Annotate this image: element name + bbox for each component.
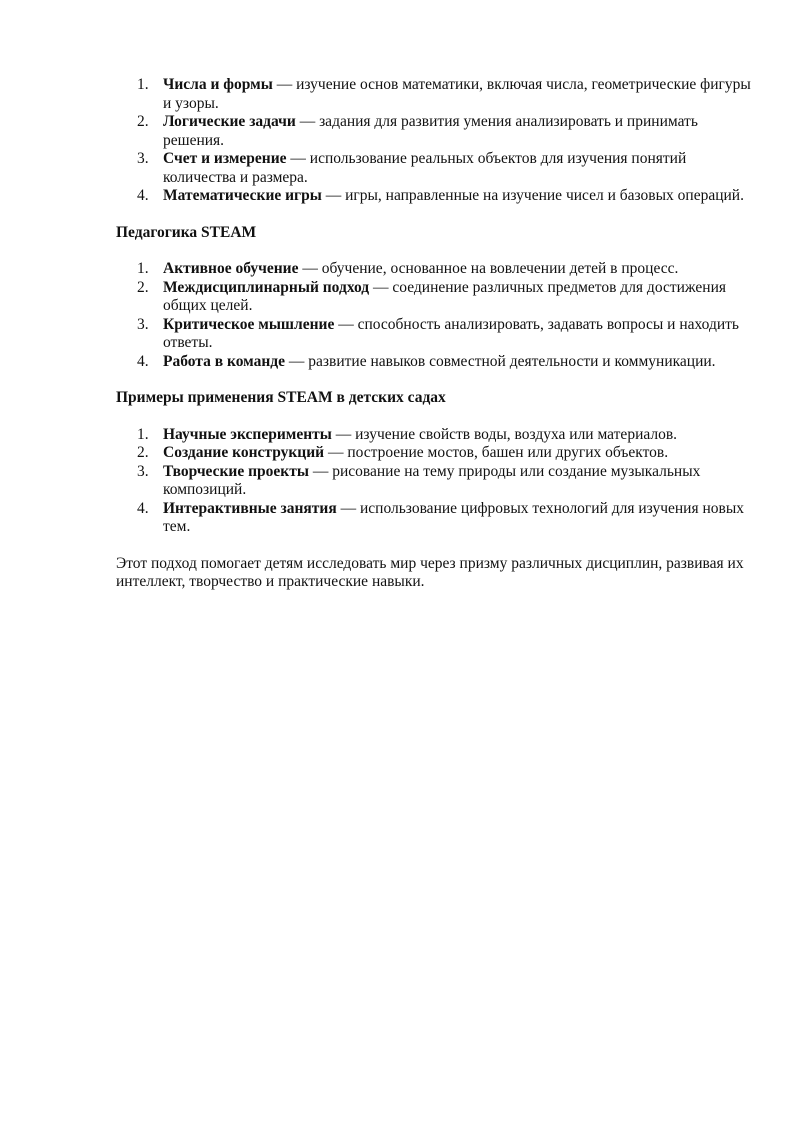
- list-item-term: Творческие проекты: [163, 462, 309, 480]
- list-item-text: — способность анализировать, задавать вопросы и находить ответы.: [163, 315, 739, 351]
- list-item-number: 1.: [137, 425, 149, 443]
- list-item-term: Математические игры: [163, 187, 322, 204]
- section-heading-examples: Примеры применения STEAM в детских садах: [116, 389, 446, 406]
- list-item-text: — соединение различных предметов для достижения общих целей.: [163, 278, 727, 314]
- list-item: [116, 500, 756, 537]
- list-item-number: 3.: [137, 150, 149, 167]
- list-item-text: — обучение, основанное на вовлечении детей в процесс.: [298, 260, 679, 277]
- list-item-text: — задания для развития умения анализировать и принимать решения.: [163, 113, 698, 149]
- list-item: [116, 76, 756, 113]
- list-item: [116, 150, 756, 187]
- list-item-number: 4.: [137, 499, 149, 517]
- list-item-term: Работа в команде: [163, 352, 286, 370]
- pedagogy-list: [116, 260, 756, 371]
- list-item: [116, 444, 756, 463]
- list-item-text: — игры, направленные на изучение чисел и базовых операций.: [321, 187, 744, 204]
- list-item: [116, 353, 756, 372]
- list-item-number: 3.: [137, 462, 149, 480]
- list-item: [116, 316, 756, 353]
- closing-paragraph: Этот подход помогает детям исследовать мир через призму различных дисциплин, развивая их интеллект, творчество и практические навыки.: [116, 554, 744, 590]
- list-item-number: 2.: [137, 278, 149, 296]
- list-item-number: 4.: [137, 187, 149, 204]
- list-item: [116, 426, 756, 445]
- list-item: [116, 260, 756, 279]
- list-item-number: 4.: [137, 352, 149, 370]
- list-item: [116, 187, 756, 206]
- list-item-term: Создание конструкций: [163, 444, 325, 461]
- list-item-term: Интерактивные занятия: [163, 499, 337, 517]
- examples-list: [116, 426, 756, 537]
- list-item: [116, 279, 756, 316]
- list-item-number: 2.: [137, 444, 149, 461]
- list-item-term: Научные эксперименты: [163, 425, 332, 443]
- list-item-term: Активное обучение: [163, 260, 299, 277]
- list-item-term: Критическое мышление: [163, 315, 335, 333]
- list-item-number: 1.: [137, 260, 149, 277]
- list-item-number: 2.: [137, 113, 149, 130]
- list-item-text: — рисование на тему природы или создание музыкальных композиций.: [163, 462, 701, 498]
- list-item-number: 3.: [137, 315, 149, 333]
- list-item-text: — изучение основ математики, включая числа, геометрические фигуры и узоры.: [163, 76, 751, 112]
- document-page: [116, 76, 756, 592]
- list-item-text: — изучение свойств воды, воздуха или материалов.: [331, 425, 678, 443]
- list-item: [116, 113, 756, 150]
- list-item-term: Числа и формы: [163, 76, 273, 93]
- list-item-text: — использование цифровых технологий для изучения новых тем.: [163, 499, 745, 535]
- list-item-text: — использование реальных объектов для изучения понятий количества и размера.: [163, 150, 687, 186]
- list-item-text: — построение мостов, башен или других объектов.: [324, 444, 669, 461]
- list-item-term: Счет и измерение: [163, 150, 287, 167]
- list-item: [116, 463, 756, 500]
- section-heading-pedagogy: Педагогика STEAM: [116, 223, 257, 241]
- math-topics-list: [116, 76, 756, 206]
- list-item-term: Междисциплинарный подход: [163, 278, 370, 296]
- list-item-number: 1.: [137, 76, 149, 93]
- list-item-text: — развитие навыков совместной деятельности и коммуникации.: [285, 352, 716, 370]
- list-item-term: Логические задачи: [163, 113, 296, 130]
